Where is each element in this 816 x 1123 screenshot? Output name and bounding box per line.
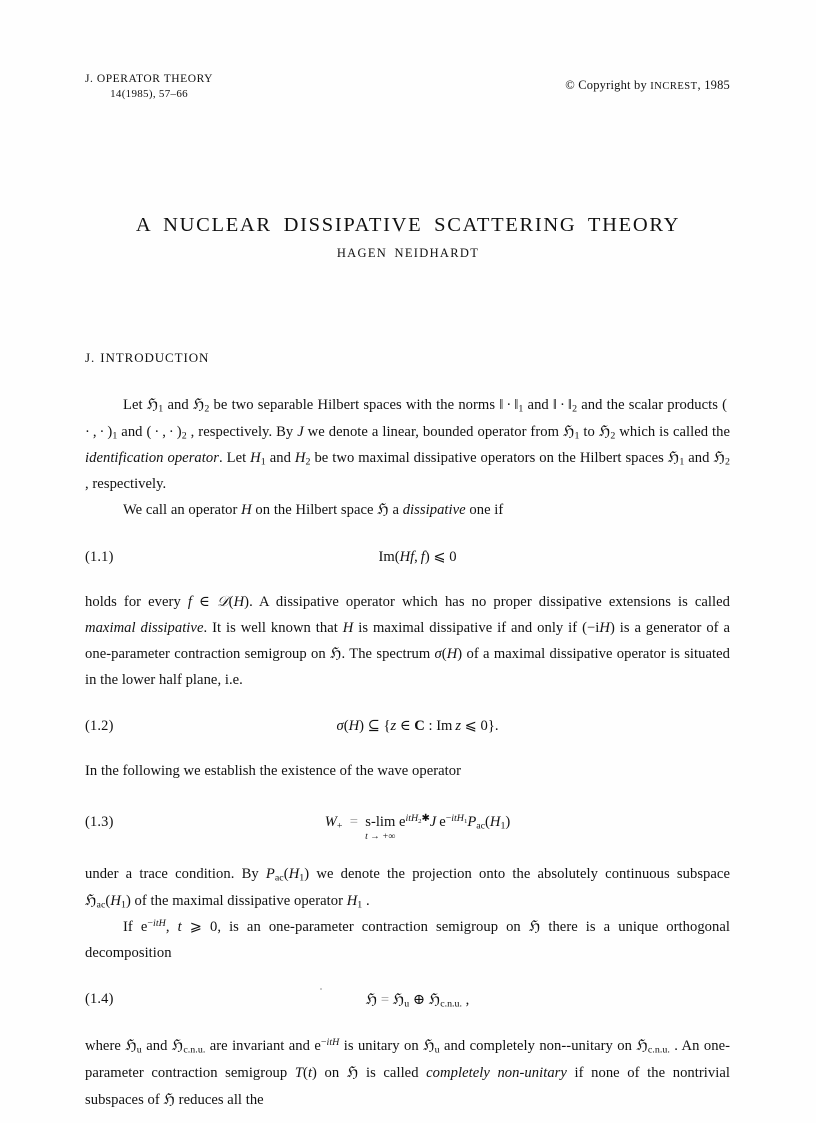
equation-1-1-body: Im(Hf, f) ⩽ 0 [378, 548, 457, 565]
journal-reference [85, 72, 213, 102]
copyright-suffix: , 1985 [697, 78, 730, 92]
equation-1-3-number: (1.3) [85, 813, 114, 830]
paragraph-1: Let ℌ$_1$ and ℌ$_2$ be two separable Hilbert spaces with the norms ‖ · $‖_1$ and ‖ · $‖_2$ and the scalar products ( · , · )$_1$ and ( · , · )$_2$ , respectively. By J we denote a linear, bounded operator from ℌ$_1$ to ℌ$_2$ which is called the identification operator. Let $H_1$ and $H_2$ be two maximal dissipative operators on the Hilbert spaces ℌ$_1$ and ℌ$_2$ , respectively. [85, 395, 731, 492]
equation-1-2-body: σ(H) ⊆ {z ∈ C : Im z ⩽ 0}. [336, 718, 499, 735]
page-title: A NUCLEAR DISSIPATIVE SCATTERING THEORY [135, 213, 681, 236]
paragraph-5: under a trace condition. By $P_{ac}(H_1)$ we denote the projection onto the absolutely continuous subspace $ℌ_{ac}(H_1)$ of the maximal dissipative operator $H_1$ . [85, 865, 730, 911]
section-number: J. [85, 350, 96, 365]
equation-1-3 [85, 810, 730, 842]
paragraph-4: In the following we establish the existence of the wave operator [85, 763, 462, 780]
paragraph-2: We call an operator H on the Hilbert space ℌ a dissipative one if [123, 500, 504, 519]
body-column [85, 350, 730, 1113]
paragraph-7: where ℌ$_u$ and ℌ$_{c.n.u.}$ are invariant and $e^{-itH}$ is unitary on ℌ$_u$ and completely non--unitary on ℌ$_{c.n.u.}$ . An one-parameter contraction semigroup T(t) on ℌ is called completely non-unitary if none of the nontrivial subspaces of ℌ reduces all the [85, 1036, 731, 1108]
journal-name: J. OPERATOR THEORY [85, 73, 214, 85]
limit-subscript: t → +∞ [365, 830, 396, 842]
author-name: HAGEN NEIDHARDT [336, 246, 480, 260]
equation-1-1-number: (1.1) [85, 548, 114, 565]
running-head [85, 72, 730, 102]
equation-1-2-number: (1.2) [85, 718, 114, 735]
equation-1-2 [85, 714, 730, 738]
equation-1-3-body: $W_+ = s-\lim$ t → +∞ $e^{itH_2✱}J$ $e^{-itH_1}P_{ac}(H_1)$ [85, 810, 730, 834]
equation-1-4-body: ℌ = ℌ$_u$ ⊕ ℌ$_{c.n.u.}$ , [365, 990, 470, 1010]
equation-1-1 [85, 545, 730, 569]
section-title: INTRODUCTION [100, 350, 210, 365]
copyright-prefix: © Copyright by [565, 78, 651, 92]
section-heading [85, 350, 730, 366]
paragraph-3: holds for every f ∈ 𝒟(H). A dissipative operator which has no proper dissipative extensions is called maximal dissipative. It is well known that H is maximal dissipative if and only if (−iH) is a generator of a one-parameter contraction semigroup on ℌ. The spectrum σ(H) of a maximal dissipative operator is situated in the lower half plane, i.e. [85, 593, 731, 688]
journal-issue: 14(1985), 57–66 [110, 88, 188, 101]
equation-1-4-number: (1.4) [85, 991, 114, 1008]
equation-1-4 [85, 987, 730, 1012]
s-lim-operator: s-lim t → +∞ [365, 810, 395, 834]
paragraph-6: If $e^{-itH}$, t ⩾ 0, is an one-parameter contraction semigroup on ℌ there is a unique orthogonal decomposition [85, 917, 730, 961]
copyright-organization: INCREST [650, 81, 698, 92]
copyright-line [565, 72, 730, 93]
